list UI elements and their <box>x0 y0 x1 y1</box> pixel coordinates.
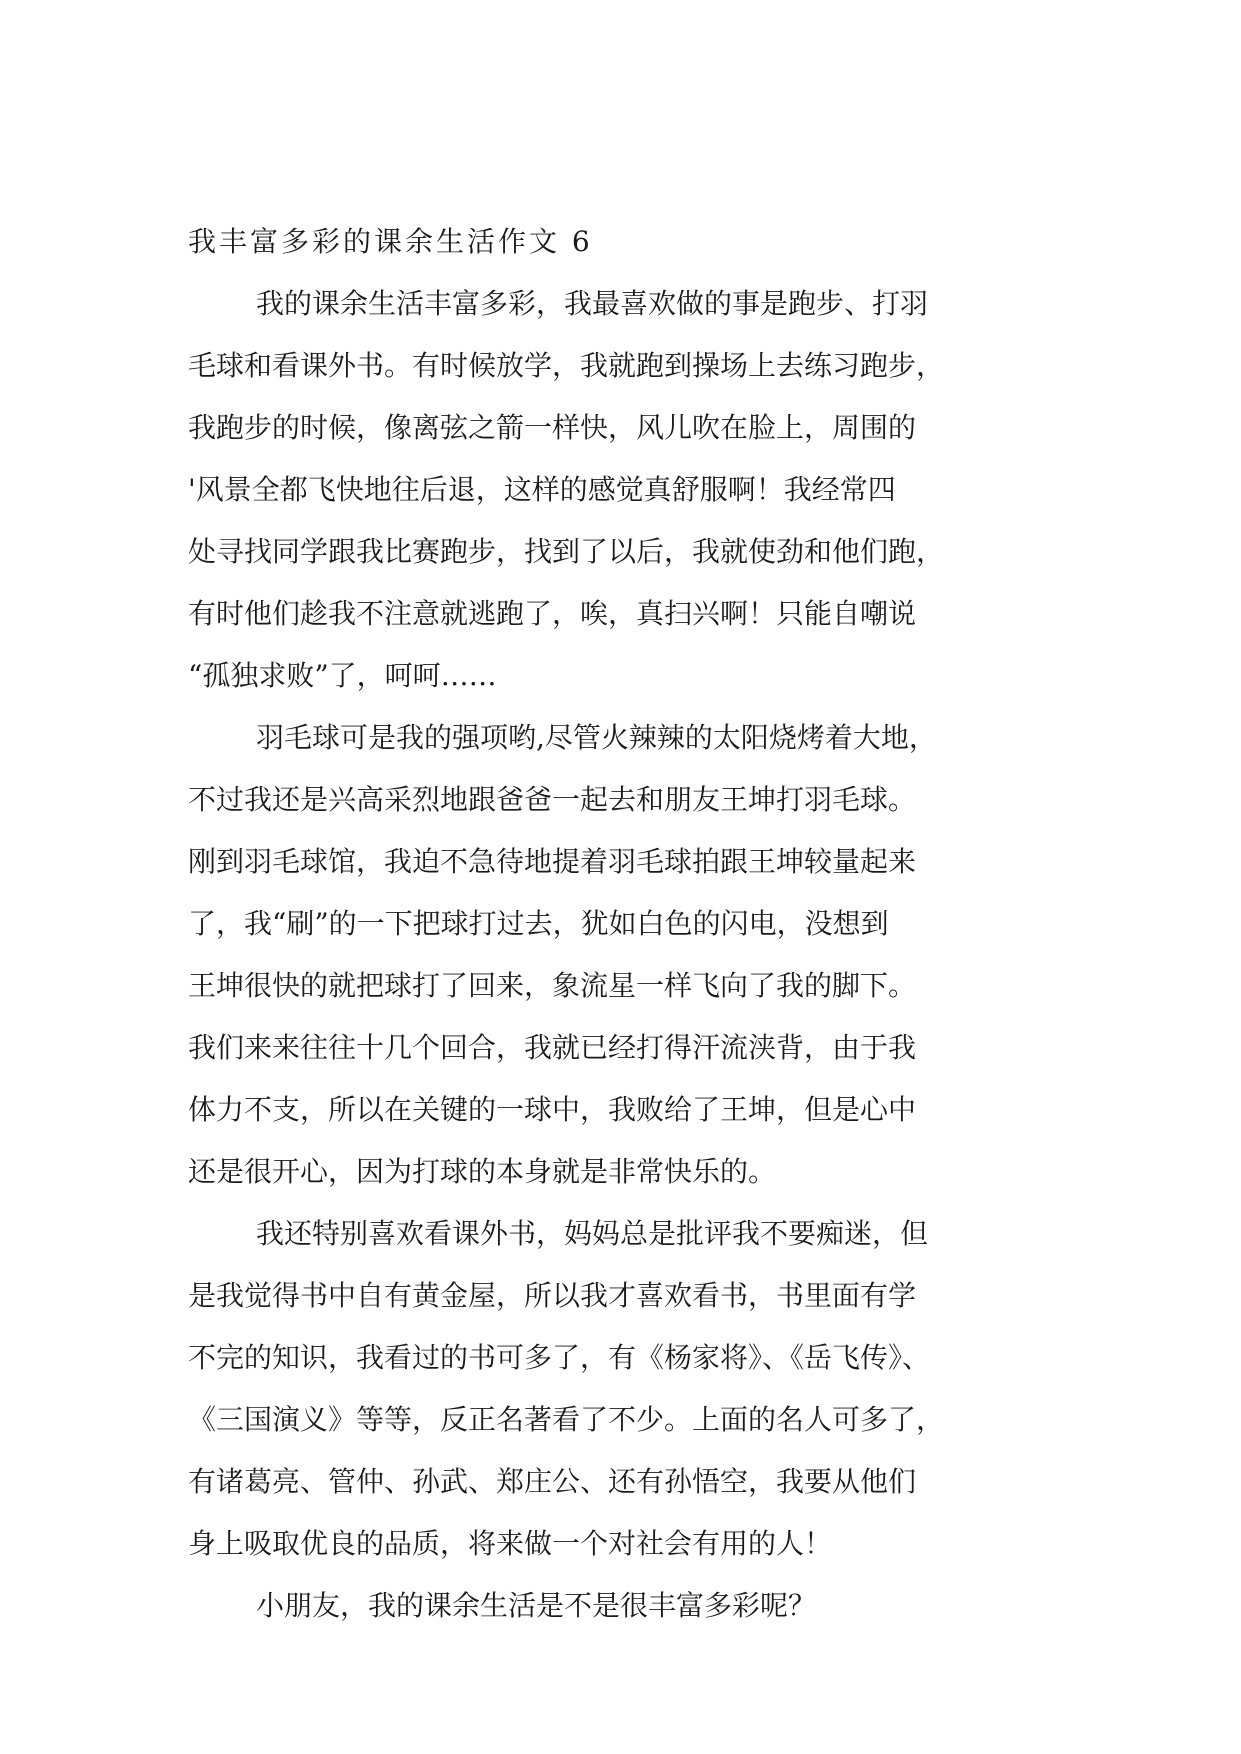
text-line: 是我觉得书中自有黄金屋，所以我才喜欢看书，书里面有学 <box>188 1279 917 1312</box>
text-line: 处寻找同学跟我比赛跑步，找到了以后，我就使劲和他们跑， <box>188 535 945 568</box>
text-line: 不过我还是兴高采烈地跟爸爸一起去和朋友王坤打羽毛球。 <box>188 783 917 816</box>
text-line: 身上吸取优良的品质，将来做一个对社会有用的人！ <box>188 1527 833 1560</box>
text-line: “孤独求败”了，呵呵…… <box>188 659 497 692</box>
text-line: 不完的知识，我看过的书可多了，有《杨家将》、《岳飞传》、 <box>188 1341 931 1374</box>
document-title: 我丰富多彩的课余生活作文 6 <box>188 225 593 258</box>
text-line: 刚到羽毛球馆，我迫不急待地提着羽毛球拍跟王坤较量起来 <box>188 845 917 878</box>
text-line: 有时他们趁我不注意就逃跑了，唉，真扫兴啊！只能自嘲说 <box>188 597 917 630</box>
text-line: 还是很开心，因为打球的本身就是非常快乐的。 <box>188 1155 777 1188</box>
text-line: 有诸葛亮、管仲、孙武、郑庄公、还有孙悟空，我要从他们 <box>188 1465 917 1498</box>
text-line: 小朋友，我的课余生活是不是很丰富多彩呢？ <box>256 1589 817 1622</box>
text-line: 我跑步的时候，像离弦之箭一样快，风儿吹在脸上，周围的 <box>188 411 917 444</box>
text-line: 了，我“刷”的一下把球打过去，犹如白色的闪电，没想到 <box>188 907 889 940</box>
text-line: 《三国演义》等等，反正名著看了不少。上面的名人可多了， <box>188 1403 945 1436</box>
text-line: 羽毛球可是我的强项哟,尽管火辣辣的太阳烧烤着大地， <box>256 721 937 754</box>
text-line: 毛球和看课外书。有时候放学，我就跑到操场上去练习跑步， <box>188 349 945 382</box>
text-line: 我们来来往往十几个回合，我就已经打得汗流浃背，由于我 <box>188 1031 917 1064</box>
text-line: 王坤很快的就把球打了回来，象流星一样飞向了我的脚下。 <box>188 969 917 1002</box>
text-line: '风景全都飞快地往后退，这样的感觉真舒服啊！我经常四 <box>188 473 896 506</box>
text-line: 我的课余生活丰富多彩，我最喜欢做的事是跑步、打羽 <box>256 287 929 320</box>
text-line: 体力不支，所以在关键的一球中，我败给了王坤，但是心中 <box>188 1093 917 1126</box>
text-line: 我还特别喜欢看课外书，妈妈总是批评我不要痴迷，但 <box>256 1217 929 1250</box>
